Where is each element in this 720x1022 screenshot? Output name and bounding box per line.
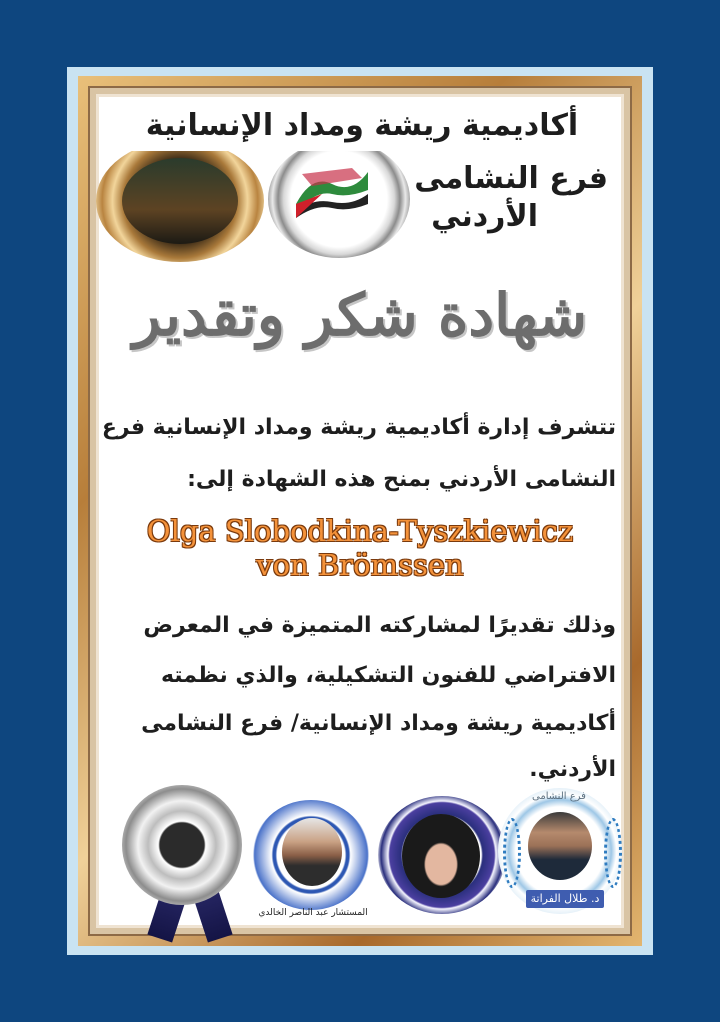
body-line-3: أكاديمية ريشة ومداد الإنسانية/ فرع النشامى — [141, 711, 616, 736]
certificate-title: شهادة شكر وتقدير — [132, 281, 588, 349]
signatory-branch-label: فرع النشامى — [532, 791, 586, 802]
signatory-photo-right — [528, 812, 592, 880]
silver-seal — [122, 785, 242, 905]
signatory-photo-center — [402, 814, 480, 898]
intro-line-2: النشامى الأردني بمنح هذه الشهادة إلى: — [187, 467, 616, 492]
academy-title-banner — [98, 96, 626, 156]
body-line-2: الافتراضي للفنون التشكيلية، والذي نظمته — [160, 663, 616, 688]
recipient-name-line2: von Brömssen — [256, 548, 464, 582]
signatory-photo-left — [282, 818, 342, 886]
body-line-1: وذلك تقديرًا لمشاركته المتميزة في المعرض — [143, 613, 616, 638]
laurel-left-icon — [503, 818, 521, 888]
academy-logo-emblem — [122, 158, 238, 244]
branch-title-line1: فرع النشامى — [414, 161, 608, 196]
branch-title-line2: الأردني — [431, 199, 538, 234]
academy-title: أكاديمية ريشة ومداد الإنسانية — [132, 101, 592, 151]
recipient-name — [100, 514, 620, 582]
jordan-flag-icon — [292, 164, 372, 220]
signatory-name-right: د. طلال الفراتة — [526, 890, 604, 908]
body-line-4: الأردني. — [529, 757, 616, 782]
laurel-right-icon — [604, 818, 622, 888]
signatory-caption-left: المستشار عبد الناصر الخالدي — [258, 908, 368, 918]
intro-line-1: تتشرف إدارة أكاديمية ريشة ومداد الإنسانية فرع — [101, 415, 616, 440]
recipient-name-line1: Olga Slobodkina-Tyszkiewicz — [146, 514, 574, 548]
